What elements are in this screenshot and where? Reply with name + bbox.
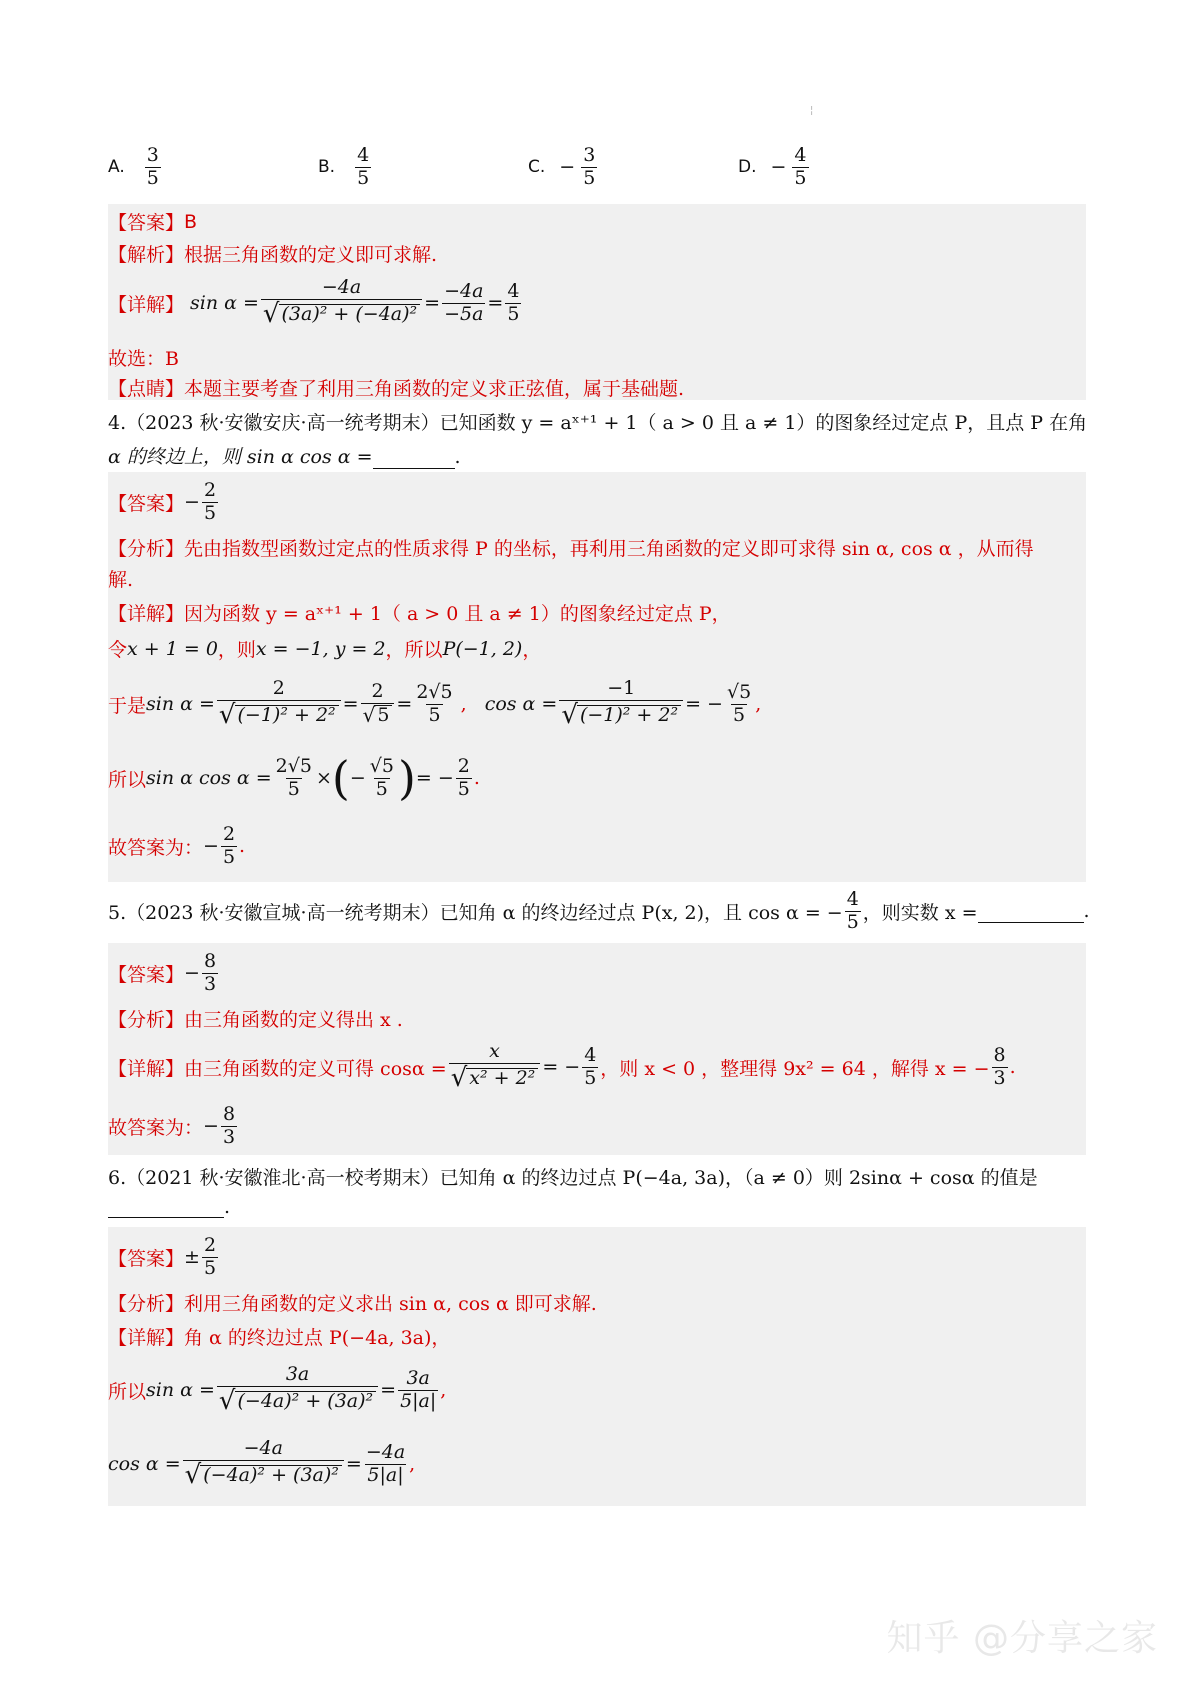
detail-line-3: 于是 sin α = 2 √ (−1)² + 2² = 2 √ 5 = $\frac{2√5}{5}$ , cos α = −1 √ (−1)² + 2² = − $\frac{√5}{5}$ , xyxy=(108,676,762,730)
analysis-line-2: 解. xyxy=(108,569,134,591)
q5-stem: 5.（2023 秋·安徽宣城·高一统考期末）已知角 α 的终边经过点 P(x, 2)，且 cos α = − $\frac{4}{5}$ ，则实数 x = . xyxy=(108,888,1090,933)
choice-line: 故选：B xyxy=(108,348,179,370)
answer-blank[interactable] xyxy=(978,900,1084,923)
header-mark: ¦ xyxy=(810,105,814,116)
answer-line: 【答案】 B xyxy=(108,210,198,234)
answer-line: 【答案】 ± $\frac{2}{5}$ xyxy=(108,1233,217,1279)
option-letter: C. xyxy=(528,157,546,178)
option-d: D. − $\frac{4}{5}$ xyxy=(738,144,807,189)
q3-answer-panel xyxy=(108,204,1086,400)
option-letter: D. xyxy=(738,157,757,178)
analysis-line: 【分析】 先由指数型函数过定点的性质求得 P 的坐标，再利用三角函数的定义即可求得 sin α, cos α ，从而得 xyxy=(108,538,1034,560)
option-a xyxy=(108,146,163,189)
q6-answer-panel xyxy=(108,1227,1086,1506)
analysis-line: 【分析】 利用三角函数的定义求出 sin α, cos α 即可求解. xyxy=(108,1293,597,1315)
option-fraction: $\frac{3}{5}$ xyxy=(583,144,596,189)
detail-line-2: 所以 sin α = 3a √ (−4a)² + (3a)² = $\frac{3a}{5|a|}$ , xyxy=(108,1362,447,1416)
final-answer-line: 故答案为： − $\frac{2}{5}$ . xyxy=(108,822,246,868)
answer-blank[interactable] xyxy=(373,468,455,469)
option-c: C. − $\frac{3}{5}$ xyxy=(528,144,596,189)
detail-line: 【详解】 由三角函数的定义可得 cosα = x √ x² + 2² = − $\frac{4}{5}$ ，则 x < 0 ，整理得 9x² = 64 ，解得 x = − $\frac{8}{3}$ . xyxy=(108,1039,1016,1093)
answer-blank[interactable] xyxy=(108,1197,224,1218)
option-fraction: $\frac{4}{5}$ xyxy=(794,144,807,189)
q6-stem-line2: . xyxy=(108,1196,230,1218)
q4-stem-line1: 4.（2023 秋·安徽安庆·高一统考期末）已知函数 y = aˣ⁺¹ + 1（ a > 0 且 a ≠ 1）的图象经过定点 P，且点 P 在角 xyxy=(108,412,1088,434)
comment-line: 【点睛】 本题主要考查了利用三角函数的定义求正弦值，属于基础题. xyxy=(108,378,685,400)
watermark: 知乎 @分享之家 xyxy=(886,1618,1158,1659)
q5-answer-panel xyxy=(108,943,1086,1155)
analysis-line: 【解析】 根据三角函数的定义即可求解. xyxy=(108,244,438,266)
option-fraction: $\frac{3}{5}$ xyxy=(146,144,159,189)
detail-line: 【详解】 因为函数 y = aˣ⁺¹ + 1（ a > 0 且 a ≠ 1）的图象经过定点 P， xyxy=(108,603,731,625)
detail-line: 【详解】 sin α = −4a √ (3a)² + (−4a)² = $\frac{-4a}{-5a}$ = $\frac{4}{5}$ xyxy=(108,275,520,329)
option-letter: B. xyxy=(318,157,336,178)
detail-line-3: cos α = −4a √ (−4a)² + (3a)² = $\frac{-4a}{5|a|}$ , xyxy=(108,1436,416,1490)
final-answer-line: 故答案为： − $\frac{8}{3}$ xyxy=(108,1102,236,1148)
option-b xyxy=(318,146,373,189)
answer-line: 【答案】 − $\frac{2}{5}$ xyxy=(108,478,217,524)
detail-line-4: 所以 sin α cos α = $\frac{2√5}{5}$ × ( − $\frac{√5}{5}$ ) = − $\frac{2}{5}$ . xyxy=(108,751,480,805)
option-letter: A. xyxy=(108,157,125,178)
analysis-line: 【分析】 由三角函数的定义得出 x . xyxy=(108,1009,403,1031)
detail-line-2: 令 x + 1 = 0 ，则 x = −1, y = 2 ，所以 P(−1, 2) ， xyxy=(108,637,542,661)
answer-line: 【答案】 − $\frac{8}{3}$ xyxy=(108,949,217,995)
q4-stem-line2: α 的终边上，则 sin α cos α = . xyxy=(108,446,461,468)
q6-stem-line1: 6.（2021 秋·安徽淮北·高一校考期末）已知角 α 的终边过点 P(−4a, 3a)，（a ≠ 0）则 2sinα + cosα 的值是 xyxy=(108,1167,1038,1189)
option-fraction: $\frac{4}{5}$ xyxy=(357,144,370,189)
q4-answer-panel xyxy=(108,472,1086,882)
detail-line: 【详解】 角 α 的终边过点 P(−4a, 3a)， xyxy=(108,1327,451,1349)
q3-options xyxy=(108,146,928,202)
